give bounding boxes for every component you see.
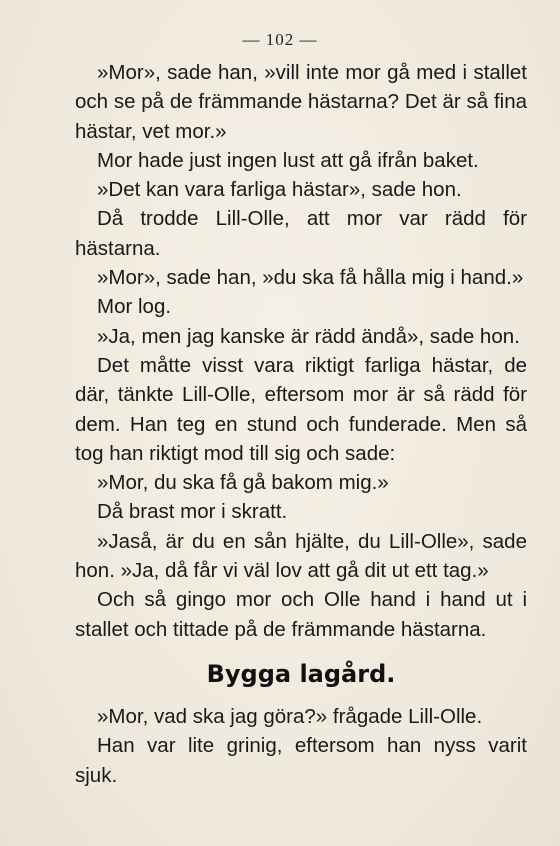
paragraph: Då trodde Lill-Olle, att mor var rädd för hästarna. xyxy=(75,207,527,260)
paragraph: Då brast mor i skratt. xyxy=(97,500,288,524)
paragraph: Det måtte visst vara riktigt farliga hästar, de där, tänkte Lill-Olle, eftersom mor är så rädd för dem. Han teg en stund och funderade. Men så tog han riktigt mod till sig och sade: xyxy=(75,353,527,465)
paragraph: »Mor, du ska få gå bakom mig.» xyxy=(97,471,389,495)
chapter-heading: Bygga lagård. xyxy=(206,659,396,688)
paragraph: Och så gingo mor och Olle hand i hand ut i stallet och tittade på de främmande hästarna. xyxy=(75,588,527,641)
paragraph: »Ja, men jag kanske är rädd ändå», sade hon. xyxy=(97,324,520,348)
paragraph: »Mor, vad ska jag göra?» frågade Lill-Olle. xyxy=(97,704,483,728)
paragraph: »Mor», sade han, »du ska få hålla mig i hand.» xyxy=(97,266,524,290)
paragraph: Han var lite grinig, eftersom han nyss varit sjuk. xyxy=(75,734,527,787)
paragraph: »Det kan vara farliga hästar», sade hon. xyxy=(97,178,462,202)
paragraph: »Mor», sade han, »vill inte mor gå med i stallet och se på de främmande hästarna? Det är så fina hästar, vet mor.» xyxy=(75,61,527,143)
paragraph: Mor hade just ingen lust att gå ifrån baket. xyxy=(97,148,479,172)
paragraph: »Jaså, är du en sån hjälte, du Lill-Olle», sade hon. »Ja, då får vi väl lov att gå dit ut ett tag.» xyxy=(75,529,527,583)
body-text xyxy=(75,58,527,790)
page-number: — 102 — xyxy=(242,30,318,49)
paragraph: Mor log. xyxy=(97,295,172,319)
